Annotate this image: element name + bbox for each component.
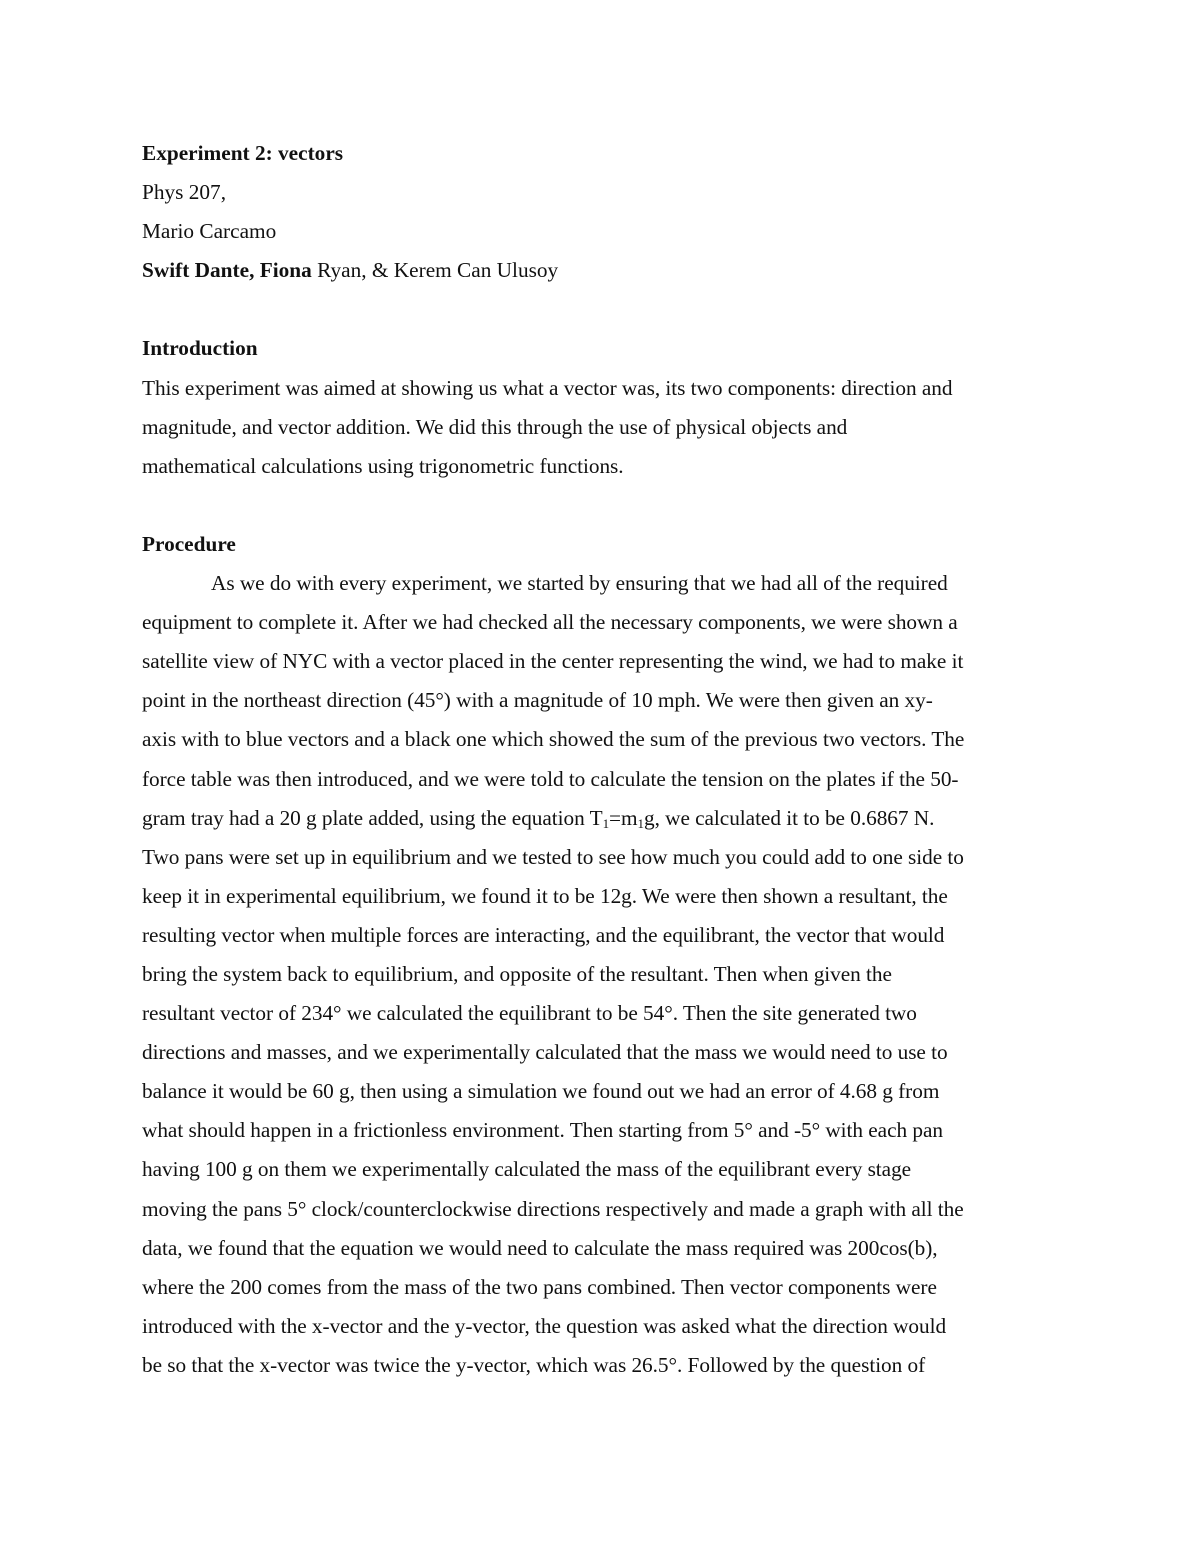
equation-subscript: 1 (602, 815, 610, 831)
partner-name-1: Swift Dante, (142, 258, 255, 283)
procedure-line: axis with to blue vectors and a black one which showed the sum of the previous two vectors. The (142, 727, 965, 752)
procedure-line: be so that the x-vector was twice the y-vector, which was 26.5°. Followed by the question of (142, 1352, 926, 1377)
partner-name-2: Fiona (259, 258, 312, 283)
spacer (142, 290, 1072, 329)
procedure-line: As we do with every experiment, we started by ensuring that we had all of the required (211, 571, 948, 596)
procedure-line: directions and masses, and we experimentally calculated that the mass we would need to use to (142, 1040, 948, 1065)
procedure-line: satellite view of NYC with a vector placed in the center representing the wind, we had to make it (142, 649, 964, 674)
introduction-line: mathematical calculations using trigonometric functions. (142, 453, 624, 478)
equation-text-a: gram tray had a 20 g plate added, using the equation T (142, 805, 603, 830)
procedure-line-tension-equation (142, 799, 1072, 838)
course-label: Phys 207, (142, 180, 227, 205)
procedure-line: having 100 g on them we experimentally calculated the mass of the equilibrant every stage (142, 1157, 912, 1182)
document-body (142, 134, 1072, 1385)
procedure-line: where the 200 comes from the mass of the two pans combined. Then vector components were (142, 1274, 937, 1299)
introduction-line: This experiment was aimed at showing us what a vector was, its two components: direction and (142, 375, 953, 400)
procedure-line: point in the northeast direction (45°) with a magnitude of 10 mph. We were then given an xy- (142, 688, 933, 713)
procedure-line: data, we found that the equation we would need to calculate the mass required was 200cos(b), (142, 1235, 938, 1260)
equation-subscript: 1 (637, 815, 644, 831)
procedure-line: resulting vector when multiple forces are interacting, and the equilibrant, the vector that would (142, 922, 945, 947)
procedure-line: moving the pans 5° clock/counterclockwise directions respectively and made a graph with all the (142, 1196, 964, 1221)
procedure-heading: Procedure (142, 531, 236, 556)
procedure-line: keep it in experimental equilibrium, we found it to be 12g. We were then shown a resultant, the (142, 883, 948, 908)
equation-text-c: g, we calculated it to be 0.6867 N. (643, 805, 935, 830)
author-name: Mario Carcamo (142, 219, 277, 244)
partner-names-rest: Ryan, & Kerem Can Ulusoy (311, 258, 559, 283)
procedure-line: introduced with the x-vector and the y-vector, the question was asked what the direction would (142, 1313, 947, 1338)
spacer (142, 486, 1072, 525)
procedure-line: bring the system back to equilibrium, and opposite of the resultant. Then when given the (142, 961, 892, 986)
procedure-line: force table was then introduced, and we were told to calculate the tension on the plates if the 50- (142, 766, 959, 791)
procedure-line: Two pans were set up in equilibrium and we tested to see how much you could add to one side to (142, 844, 964, 869)
introduction-heading: Introduction (142, 336, 258, 361)
introduction-line: magnitude, and vector addition. We did this through the use of physical objects and (142, 414, 848, 439)
procedure-line: resultant vector of 234° we calculated the equilibrant to be 54°. Then the site generated two (142, 1001, 917, 1026)
document-title: Experiment 2: vectors (142, 141, 344, 165)
lab-partners (142, 251, 1072, 290)
procedure-line: equipment to complete it. After we had checked all the necessary components, we were shown a (142, 610, 958, 635)
equation-text-b: =m (609, 805, 638, 830)
procedure-line: what should happen in a frictionless environment. Then starting from 5° and -5° with each pan (142, 1118, 943, 1143)
procedure-line: balance it would be 60 g, then using a simulation we found out we had an error of 4.68 g from (142, 1079, 940, 1104)
